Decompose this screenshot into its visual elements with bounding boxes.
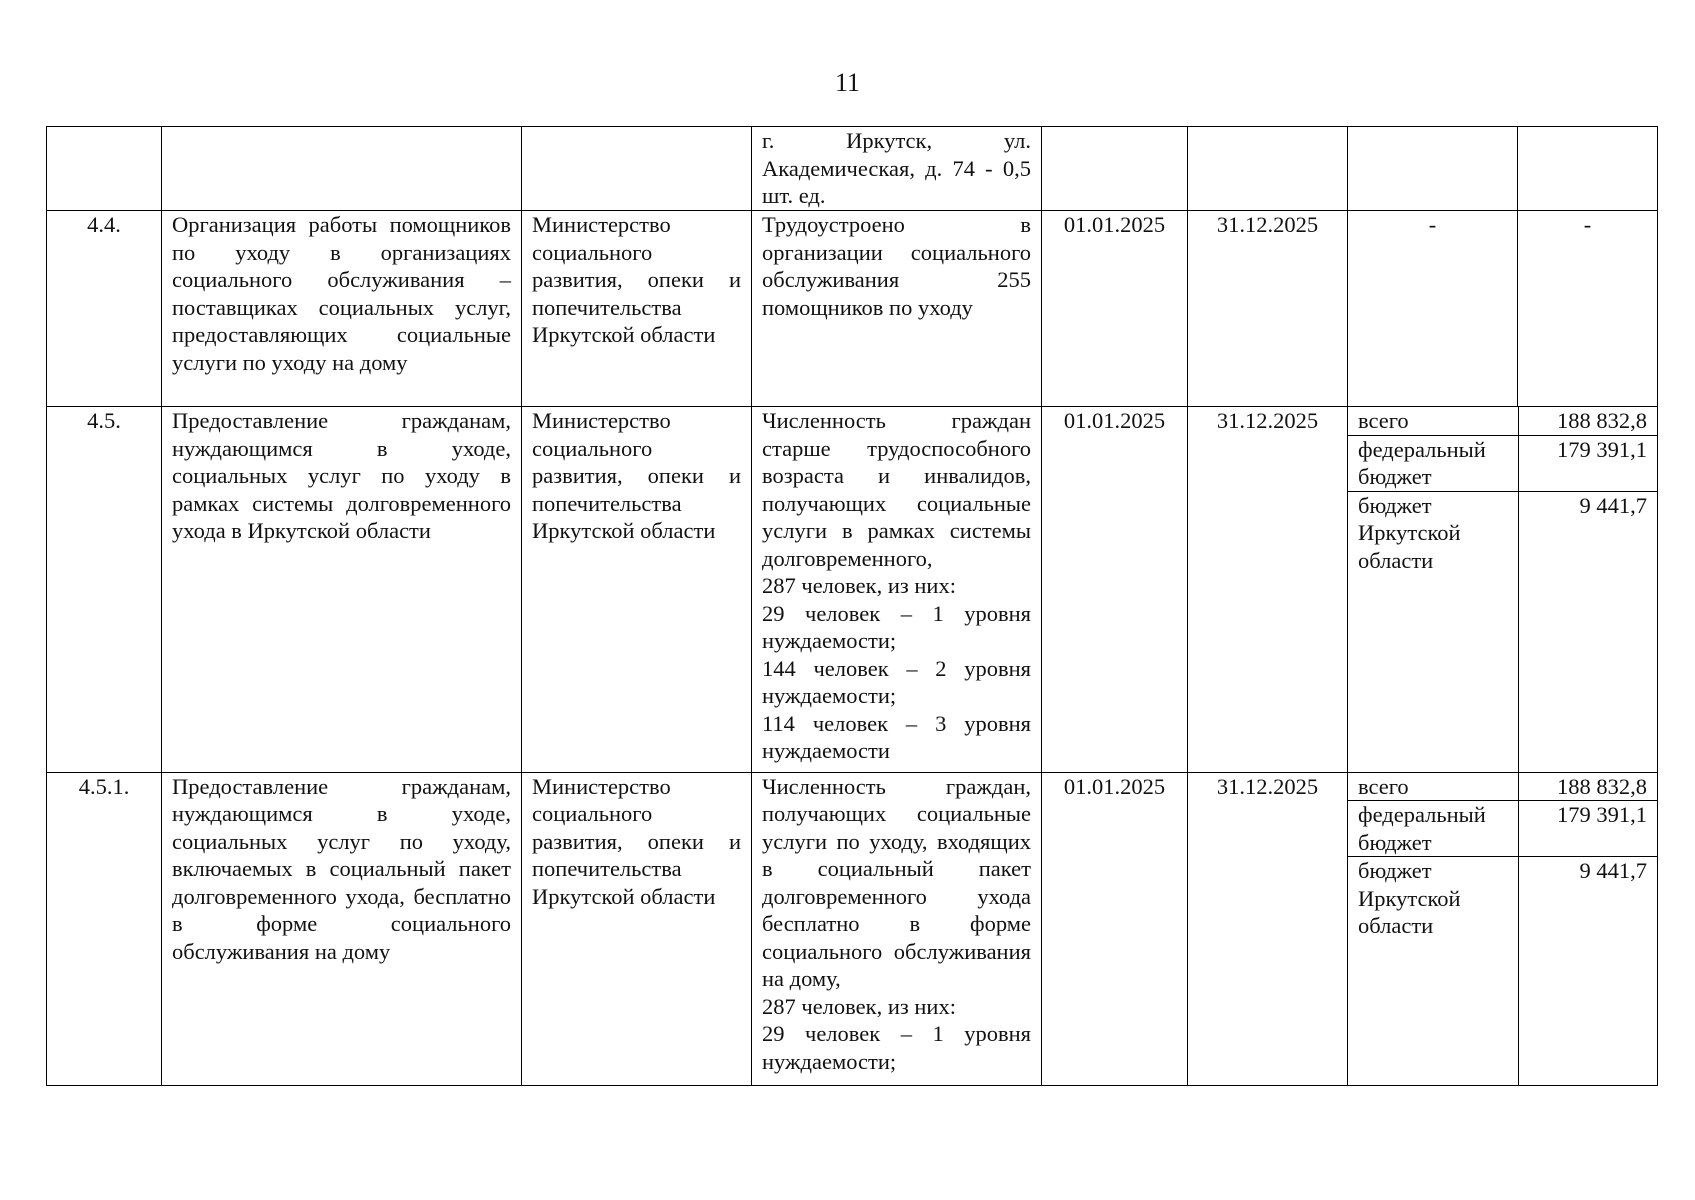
table-row [47, 407, 1658, 773]
finance-line [1348, 857, 1657, 1085]
result-indicator: Численность граждан, получающих социальные услуги по уходу, входящих в социальный пакет долговременного ухода бесплатно в форме социального обслуживания на дому, 287 человек, из них: 29 человек – 1 уровня нуждаемости; [752, 772, 1042, 1086]
end-date [1188, 127, 1348, 211]
finance-source: всего [1358, 773, 1409, 799]
activity-name: Предоставление гражданам, нуждающимся в уходе, социальных услуг по уходу в рамках системы долговременного ухода в Иркутской области [162, 407, 522, 773]
start-date: 01.01.2025 [1042, 407, 1188, 773]
start-date: 01.01.2025 [1042, 211, 1188, 407]
finance-line [1348, 436, 1657, 492]
finance-amount: 9 441,7 [1518, 857, 1657, 1085]
finance-source: федеральный бюджет [1358, 436, 1486, 489]
activities-table [46, 126, 1658, 1086]
row-number [47, 127, 162, 211]
end-date: 31.12.2025 [1188, 211, 1348, 407]
row-number: 4.4. [47, 211, 162, 407]
table-row [47, 772, 1658, 1086]
finance-amount: 188 832,8 [1518, 407, 1657, 435]
page-number: 11 [834, 68, 861, 97]
row-number: 4.5. [47, 407, 162, 773]
table-row [47, 211, 1658, 407]
executor [522, 127, 752, 211]
executor: Министерство социального развития, опеки и попечительства Иркутской области [522, 407, 752, 773]
activity-name: Организация работы помощников по уходу в организациях социального обслуживания – поставщиках социальных услуг, предоставляющих социальные услуги по уходу на дому [162, 211, 522, 407]
finance-line [1348, 492, 1657, 772]
executor: Министерство социального развития, опеки и попечительства Иркутской области [522, 772, 752, 1086]
end-date: 31.12.2025 [1188, 772, 1348, 1086]
finance-amount: 188 832,8 [1518, 773, 1657, 801]
finance-line [1348, 801, 1657, 857]
end-date: 31.12.2025 [1188, 407, 1348, 773]
start-date [1042, 127, 1188, 211]
activity-name: Предоставление гражданам, нуждающимся в уходе, социальных услуг по уходу, включаемых в социальный пакет долговременного ухода, бесплатно в форме социального обслуживания на дому [162, 772, 522, 1086]
result-indicator: г. Иркутск, ул. Академическая, д. 74 - 0,5 шт. ед. [752, 127, 1042, 211]
table-row [47, 127, 1658, 211]
finance-block [1348, 772, 1658, 1086]
result-indicator: Численность граждан старше трудоспособного возраста и инвалидов, получающих социальные услуги в рамках системы долговременного, 287 человек, из них: 29 человек – 1 уровня нуждаемости; 144 человек – 2 уровня нуждаемости; 114 человек – 3 уровня нуждаемости [752, 407, 1042, 773]
finance-amount: 179 391,1 [1518, 801, 1657, 856]
finance-line [1348, 407, 1657, 436]
finance-amount: 9 441,7 [1518, 492, 1657, 772]
finance-source: бюджет Иркутской области [1358, 858, 1461, 938]
finance-line [1348, 773, 1657, 802]
row-number: 4.5.1. [47, 772, 162, 1086]
executor: Министерство социального развития, опеки и попечительства Иркутской области [522, 211, 752, 407]
finance-source: - [1348, 211, 1518, 407]
start-date: 01.01.2025 [1042, 772, 1188, 1086]
finance-amount [1518, 127, 1658, 211]
finance-amount: 179 391,1 [1518, 436, 1657, 491]
result-indicator: Трудоустроено в организации социального обслуживания 255 помощников по уходу [752, 211, 1042, 407]
finance-source [1348, 127, 1518, 211]
finance-amount: - [1518, 211, 1658, 407]
activity-name [162, 127, 522, 211]
finance-source: федеральный бюджет [1358, 802, 1486, 855]
finance-source: всего [1358, 408, 1409, 433]
finance-source: бюджет Иркутской области [1358, 492, 1461, 573]
finance-block [1348, 407, 1658, 773]
